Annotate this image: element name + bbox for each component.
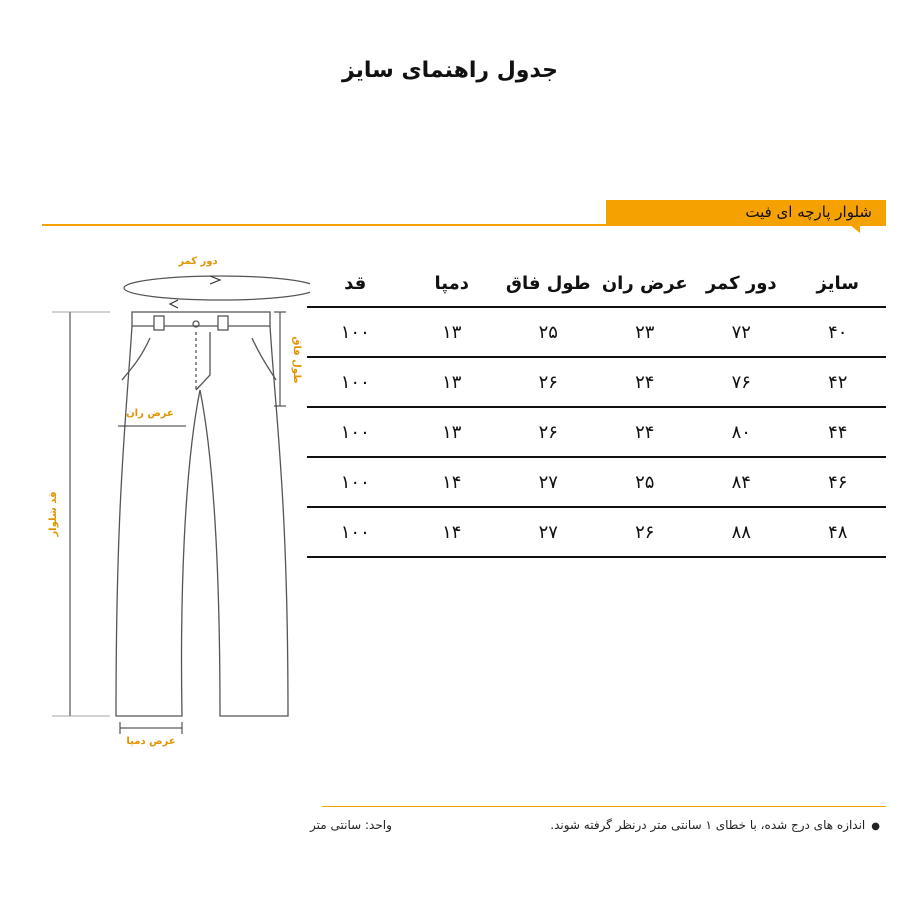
footer-note	[550, 818, 880, 832]
table-cell: ۲۶	[597, 507, 694, 557]
table-row	[307, 407, 886, 457]
table-row	[307, 357, 886, 407]
table-cell: ۴۶	[790, 457, 887, 507]
header-size: سایز	[790, 260, 887, 307]
header-length: قد	[307, 260, 404, 307]
thigh-label: عرض ران	[126, 408, 174, 419]
table-cell: ۴۲	[790, 357, 887, 407]
table-cell: ۲۵	[597, 457, 694, 507]
bullet-icon: ●	[871, 821, 880, 832]
table-cell: ۲۶	[500, 357, 597, 407]
table-cell: ۲۳	[597, 307, 694, 357]
header-hem: دمپا	[404, 260, 501, 307]
table-cell: ۲۶	[500, 407, 597, 457]
size-table	[307, 260, 886, 558]
footer-divider	[322, 806, 886, 807]
table-cell: ۱۰۰	[307, 457, 404, 507]
header-waist: دور کمر	[693, 260, 790, 307]
table-cell: ۲۵	[500, 307, 597, 357]
table-cell: ۲۴	[597, 407, 694, 457]
waist-label: دور کمر	[178, 256, 218, 267]
table-row	[307, 507, 886, 557]
table-cell: ۸۴	[693, 457, 790, 507]
table-cell: ۱۴	[404, 507, 501, 557]
section-title: شلوار پارچه ای فیت	[745, 203, 872, 221]
table-cell: ۷۲	[693, 307, 790, 357]
table-cell: ۱۰۰	[307, 357, 404, 407]
table-header-row	[307, 260, 886, 307]
table-cell: ۲۷	[500, 507, 597, 557]
waist-arrow-top	[210, 276, 220, 284]
table-cell: ۱۴	[404, 457, 501, 507]
table-cell: ۱۳	[404, 307, 501, 357]
table-cell: ۱۰۰	[307, 307, 404, 357]
table-cell: ۱۳	[404, 407, 501, 457]
rise-label: طول فاق	[291, 336, 302, 384]
hem-label: عرض دمپا	[126, 736, 176, 747]
table-cell: ۱۳	[404, 357, 501, 407]
table-cell: ۸۸	[693, 507, 790, 557]
table-cell: ۷۶	[693, 357, 790, 407]
table-cell: ۱۰۰	[307, 507, 404, 557]
header-thigh: عرض ران	[597, 260, 694, 307]
table-cell: ۸۰	[693, 407, 790, 457]
table-cell: ۲۴	[597, 357, 694, 407]
table-row	[307, 307, 886, 357]
unit-label: واحد: سانتی متر	[310, 818, 392, 832]
table-cell: ۱۰۰	[307, 407, 404, 457]
waist-ellipse	[124, 276, 310, 300]
length-label: قد شلوار	[48, 491, 59, 537]
table-cell: ۴۴	[790, 407, 887, 457]
pants-diagram	[30, 240, 310, 760]
section-tab	[606, 200, 886, 225]
table-cell: ۴۸	[790, 507, 887, 557]
page-title: جدول راهنمای سایز	[341, 58, 559, 83]
waist-arrow-bottom	[170, 300, 178, 308]
table-cell: ۲۷	[500, 457, 597, 507]
footer-note-text: اندازه های درج شده، با خطای ۱ سانتی متر درنظر گرفته شوند.	[550, 818, 866, 832]
table-cell: ۴۰	[790, 307, 887, 357]
section-tab-notch	[850, 225, 860, 233]
header-rise: طول فاق	[500, 260, 597, 307]
table-row	[307, 457, 886, 507]
pants-outline	[116, 312, 288, 716]
